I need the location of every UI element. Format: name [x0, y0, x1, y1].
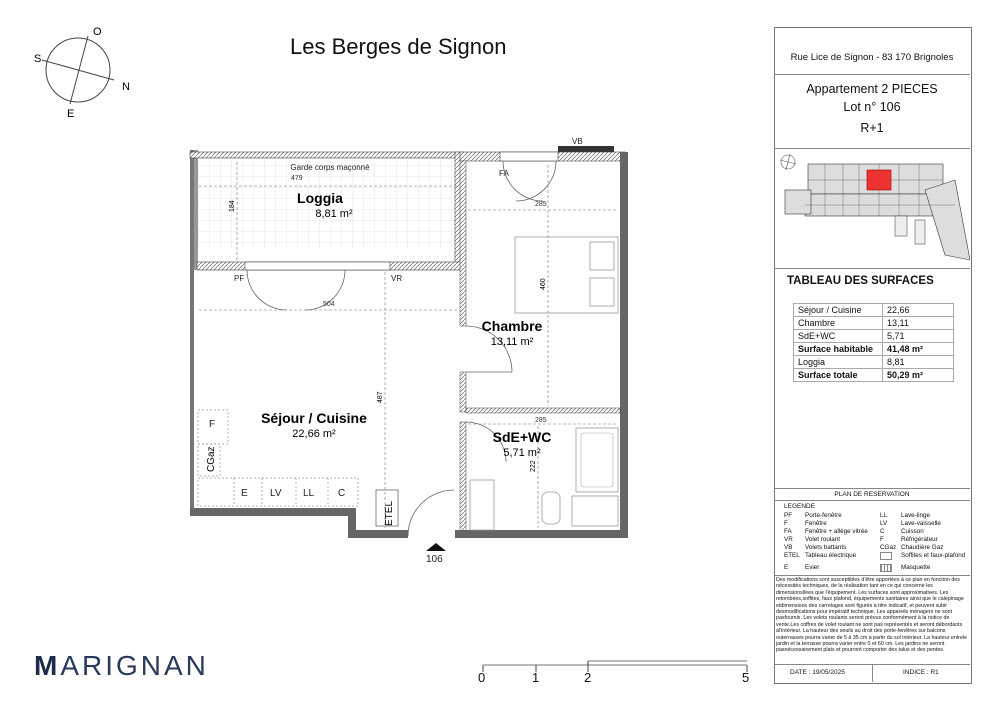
label-garde: Garde corps maçonné: [290, 163, 370, 172]
dim-285: 285: [535, 201, 547, 208]
label-etel: ETEL: [384, 500, 395, 526]
dim-222: 222: [530, 460, 537, 472]
door-swing: [247, 270, 287, 310]
parapet: [190, 152, 460, 158]
shower: [576, 428, 618, 492]
legend-row: VR Volet roulant F Réfrigérateur: [784, 536, 938, 544]
room-sejour-area: 22,66 m²: [292, 428, 336, 440]
dim-184: 184: [229, 200, 236, 212]
scale-2: 2: [584, 670, 592, 685]
table-row: SdE+WC 5,71: [794, 330, 954, 343]
legend-row: VB Volets battants CGaz Chaudière Gaz: [784, 544, 944, 552]
apartment-type: Appartement 2 PIECES: [806, 82, 938, 96]
compass-icon: [34, 26, 130, 120]
sink: [470, 480, 494, 530]
wall: [348, 530, 408, 538]
legend: [784, 512, 971, 575]
room-sejour-name: Séjour / Cuisine: [261, 410, 367, 426]
room-sde-name: SdE+WC: [492, 429, 552, 445]
plan-date: DATE : 19/05/2025: [790, 669, 845, 676]
label-f: F: [209, 419, 216, 430]
shutter-vb: [558, 146, 614, 152]
wall: [455, 530, 628, 538]
bed: [515, 237, 618, 313]
building-key-plan: [775, 150, 970, 268]
legend-row: E Evier Masquette: [784, 563, 931, 571]
room-sde-area: 5,71 m²: [503, 447, 541, 459]
label-vb: VB: [572, 137, 583, 146]
pillow: [590, 242, 614, 270]
window-pf: [245, 262, 390, 270]
lot-number: Lot n° 106: [843, 100, 901, 114]
label-cgaz: CGaz: [206, 446, 217, 472]
room-chambre-name: Chambre: [481, 318, 543, 334]
table-row: Surface totale 50,29 m²: [794, 369, 954, 382]
window-fa: [500, 152, 558, 161]
label-pf: PF: [234, 274, 245, 283]
table-row: Séjour / Cuisine 22,66: [794, 304, 954, 317]
partition: [460, 372, 466, 412]
scale-1: 1: [532, 670, 540, 685]
scale-5: 5: [742, 670, 750, 685]
legend-row: F Fenêtre LV Lave-vaisselle: [784, 520, 941, 528]
legend-row: ETEL Tableau électrique Soffites et faux-plafond: [784, 552, 966, 560]
scale-bar: [483, 661, 747, 672]
partition: [460, 161, 466, 326]
entrance-door: [408, 490, 454, 536]
legend-row: PF Porte-fenêtre LL Lave-linge: [784, 512, 931, 519]
address: Rue Lice de Signon - 83 170 Brignoles: [790, 52, 954, 63]
compass-o: O: [93, 26, 102, 38]
floor-level: R+1: [860, 121, 884, 135]
surfaces-title: TABLEAU DES SURFACES: [787, 275, 934, 287]
dim-487: 487: [377, 391, 384, 403]
dim-460: 460: [540, 278, 547, 290]
compass-s: S: [34, 53, 42, 65]
label-fa: FA: [499, 169, 509, 178]
legend-row: FA Fenêtre + allège vitrée C Cuisson: [784, 528, 924, 536]
label-lv: LV: [270, 488, 282, 499]
label-vr: VR: [391, 274, 403, 283]
wall-bottom: [190, 508, 350, 516]
room-loggia-name: Loggia: [297, 190, 343, 206]
selected-lot-highlight: [867, 170, 891, 190]
masquette-swatch-icon: [880, 564, 892, 572]
room-loggia-area: 8,81 m²: [315, 208, 353, 220]
room-chambre-area: 13,11 m²: [490, 336, 534, 348]
partition: [466, 408, 620, 413]
lot-marker: 106: [426, 554, 443, 565]
plan-reservation: PLAN DE RESERVATION: [834, 491, 910, 498]
disclaimer-notes: Des modifications sont susceptibles d'être apportées à ce plan en fonction des nécessités techniques, de la réalisation tant en ce qui concerne les dimensionsllées que l'équipement. Les surfaces sont approximatives. Les retombées,soffites, faux plafond, équipements sanitaires ainsi que le calepinage etdimensions des carrelages sont figurés à titre indicatif, et peuvent subir desmodifications pour impératif technique. Les appareils ménagers ne sont pasfournis. Les volets roulants seront prévus conformément à la notice de vente.Les coffres de volet roulant ne sont pas représentés et seront débordants àl'intérieur. La hauteur des seuils au droit des porte-fenêtres sur balcons outerrasses pourra varier de 5 à 35 cm à partir du sol intérieur. La hauteur entrele jardin et la terrasse pourra varier entre 0 et 60 cm. Les jardins ne seront pasnécessairement plats et pourront comporter des talus et des pentes.: [776, 577, 968, 654]
dim-285: 285: [535, 417, 547, 424]
page-title: Les Berges de Signon: [290, 34, 507, 59]
label-ll: LL: [303, 488, 315, 499]
label-c: C: [338, 488, 346, 499]
compass-n: N: [122, 81, 130, 93]
dim-504: 504: [323, 301, 335, 308]
soffit-swatch-icon: [880, 552, 892, 560]
brand-logo: MARIGNAN: [34, 650, 209, 681]
table-row: Loggia 8,81: [794, 356, 954, 369]
toilet: [542, 492, 560, 524]
table-row: Surface habitable 41,48 m²: [794, 343, 954, 356]
wall-left: [190, 150, 194, 515]
surfaces-table: [793, 303, 954, 382]
label-e: E: [241, 488, 248, 499]
compass-e: E: [67, 108, 75, 120]
scale-0: 0: [478, 670, 486, 685]
legend-title: LEGENDE: [784, 503, 816, 510]
wall-right: [620, 152, 628, 537]
pillow: [590, 278, 614, 306]
plan-index: INDICE : R1: [903, 669, 939, 676]
dim-479: 479: [291, 175, 303, 182]
entrance-arrow-icon: [426, 543, 446, 551]
table-row: Chambre 13,11: [794, 317, 954, 330]
partition: [460, 422, 466, 532]
